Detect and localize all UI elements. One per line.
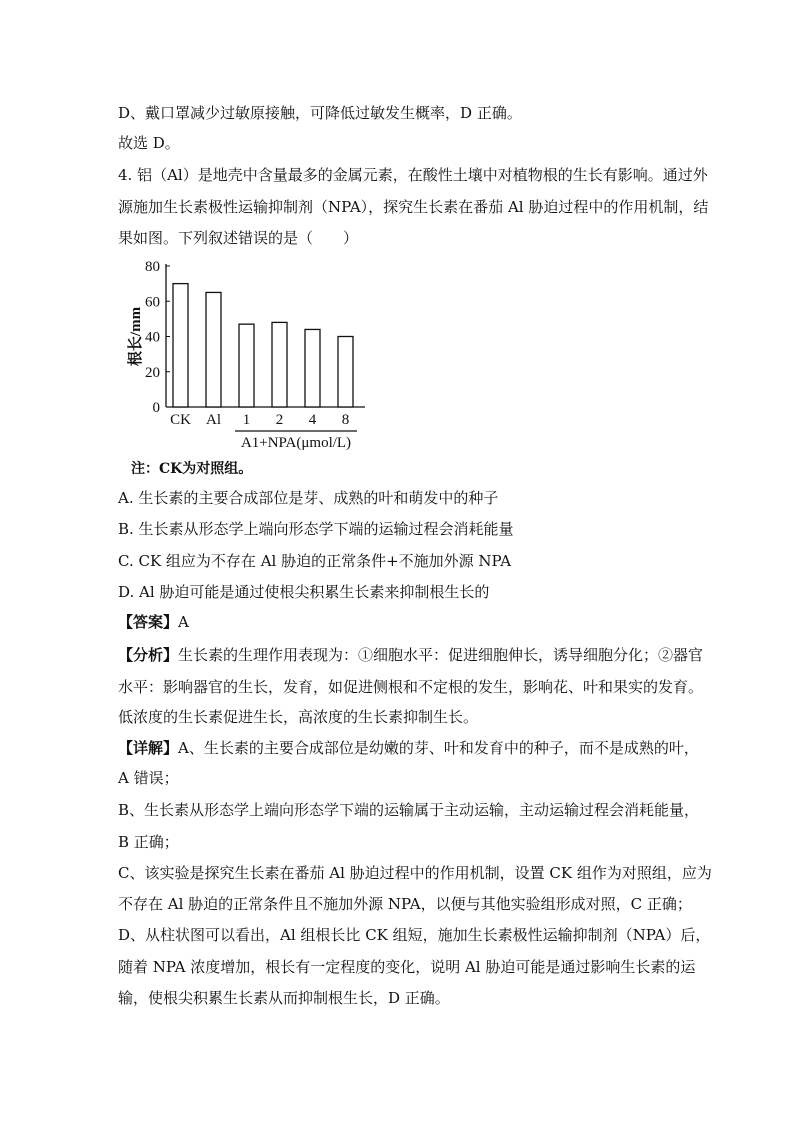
npa-group-label: A1+NPA(μmol/L) (240, 435, 352, 451)
question-4-line-1: 4. 铝（Al）是地壳中含量最多的金属元素，在酸性土壤中对植物根的生长有影响。通过外 (118, 166, 708, 184)
x-tick-label-2: 2 (275, 412, 284, 428)
answer-label: 【答案】 (118, 613, 179, 631)
detail-line-4: B 正确； (118, 833, 179, 851)
analysis-line-3: 低浓度的生长素促进生长，高浓度的生长素抑制生长。 (118, 708, 479, 726)
x-tick-label-4: 4 (308, 412, 317, 428)
bar-2 (272, 322, 287, 407)
bar-4 (305, 329, 320, 407)
x-tick-label-1: 1 (242, 412, 251, 428)
x-tick-label-CK: CK (170, 412, 191, 428)
option-b: B. 生长素从形态学上端向形态学下端的运输过程会消耗能量 (118, 520, 514, 538)
option-d: D. Al 胁迫可能是通过使根尖积累生长素来抑制根生长的 (118, 583, 490, 601)
detail-line-3: B、生长素从形态学上端向形态学下端的运输属于主动运输，主动运输过程会消耗能量， (118, 801, 700, 819)
chart-note: 注：CK为对照组。 (131, 461, 253, 477)
detail-line-2: A 错误； (118, 769, 179, 787)
analysis-label: 【分析】 (118, 646, 179, 664)
y-tick-label-0: 0 (152, 400, 160, 416)
bar-1 (239, 324, 254, 407)
y-tick-label-60: 60 (145, 294, 160, 311)
answer-value: A (178, 613, 189, 631)
y-tick-label-20: 20 (145, 364, 160, 381)
detail-label: 【详解】 (118, 739, 179, 757)
detail-line-8: 随着 NPA 浓度增加，根长有一定程度的变化，说明 Al 胁迫可能是通过影响生长素的运 (118, 958, 696, 976)
bar-8 (338, 337, 353, 408)
x-tick-label-Al: Al (206, 412, 221, 428)
bar-CK (173, 284, 188, 407)
answer-line (118, 612, 189, 632)
detail-text-1: A、生长素的主要合成部位是幼嫩的芽、叶和发育中的种子，而不是成熟的叶， (178, 739, 699, 757)
question-4-line-2: 源施加生长素极性运输抑制剂（NPA），探究生长素在番茄 Al 胁迫过程中的作用机制，结 (118, 198, 709, 216)
analysis-text-1: 生长素的生理作用表现为：①细胞水平：促进细胞伸长，诱导细胞分化；②器官 (178, 646, 704, 664)
y-tick-label-40: 40 (145, 329, 160, 346)
y-tick-label-80: 80 (145, 259, 160, 275)
bar-Al (206, 292, 221, 407)
question-4-line-3: 果如图。下列叙述错误的是（ ） (118, 229, 359, 247)
y-axis-label: 根长/mm (128, 306, 144, 367)
analysis-line-1 (118, 645, 703, 665)
detail-line-7: D、从柱状图可以看出，Al 组根长比 CK 组短，施加生长素极性运输抑制剂（NPA）后， (118, 926, 711, 944)
option-a: A. 生长素的主要合成部位是芽、成熟的叶和萌发中的种子 (118, 489, 499, 507)
detail-line-9: 输，使根尖积累生长素从而抑制根生长，D 正确。 (118, 989, 450, 1007)
line-0: D、戴口罩减少过敏原接触，可降低过敏发生概率，D 正确。 (118, 104, 522, 122)
detail-line-1 (118, 738, 699, 758)
option-c: C. CK 组应为不存在 Al 胁迫的正常条件+不施加外源 NPA (118, 552, 512, 570)
detail-line-5: C、该实验是探究生长素在番茄 Al 胁迫过程中的作用机制，设置 CK 组作为对照组，应为 (118, 864, 712, 882)
detail-line-6: 不存在 Al 胁迫的正常条件且不施加外源 NPA，以便与其他实验组形成对照，C 正确； (118, 895, 692, 913)
root-length-bar-chart (118, 252, 388, 452)
analysis-line-2: 水平：影响器官的生长，发育，如促进侧根和不定根的发生，影响花、叶和果实的发育。 (118, 678, 704, 696)
line-1: 故选 D。 (118, 134, 180, 152)
x-tick-label-8: 8 (341, 412, 350, 428)
